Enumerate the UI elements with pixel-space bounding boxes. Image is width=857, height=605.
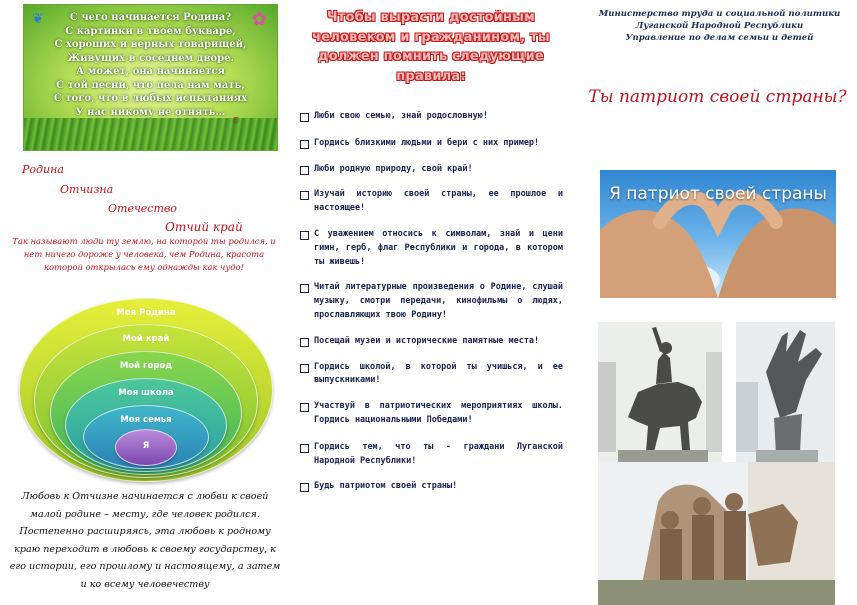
checkbox-bullet-icon (300, 113, 309, 122)
right-panel (578, 0, 857, 605)
ring-label: Моя семья (120, 415, 172, 425)
rule-item (300, 335, 563, 349)
homeland-word: Отчий край (165, 220, 243, 234)
homeland-rings-diagram (20, 298, 272, 480)
poem-line: С того, что в любых испытаниях (53, 93, 248, 104)
poem-line: С картинки в твоём букваре, (65, 25, 236, 37)
horseman-monument-photo (598, 322, 722, 482)
monument-illustration (598, 462, 835, 605)
love-of-homeland-text: Любовь к Отчизне начинается с любви к своей малой родине – месту, где человек родился. Постепенно расширяясь, эта любовь к родному краю переходит в любовь к своему государству, к его истории, его прошлому и настоящему, а затем и ко всему человечеству (9, 491, 281, 590)
rule-text: Изучай историю своей страны, ее прошлое и настоящее! (314, 189, 563, 214)
rule-text: Гордись тем, что ты - граждани Луганской Народной Республики! (314, 441, 563, 466)
rule-text: Будь патриотом своей страны! (314, 481, 458, 492)
poem-line: А может, она начинается (76, 66, 225, 77)
rules-title: Чтобы вырасти достойным человеком и гражданином, ты должен помнить следующие правила: (312, 10, 550, 84)
butterfly-icon: ✿ (251, 9, 267, 30)
rule-item (300, 400, 563, 428)
checkbox-bullet-icon (300, 166, 309, 175)
rule-item (300, 441, 563, 469)
left-panel (0, 0, 285, 605)
checkbox-bullet-icon (300, 444, 309, 453)
rule-text: Люби свою семью, знай родословную! (314, 111, 488, 121)
ministry-header (582, 8, 857, 44)
ring-label: Мой город (119, 361, 173, 371)
ministry-line: Луганской Народной Республики (635, 21, 804, 31)
poem-line: С чего начинается Родина? (69, 12, 232, 23)
rule-text: Читай литературные произведения о Родине, слушай музыку, смотри передачи, кинофильмы о людях, прославляющих твою Родину! (314, 282, 563, 320)
homeland-word: Родина (22, 163, 64, 176)
ring-label: Моя Родина (116, 308, 176, 318)
poem (24, 11, 277, 119)
rule-item (300, 163, 563, 177)
checkbox-bullet-icon (300, 191, 309, 200)
ring-label: Мой край (122, 334, 170, 344)
ring-label: Я (142, 441, 150, 451)
homeland-word: Отчизна (60, 183, 114, 196)
ministry-line: Управление по делам семьи и детей (625, 33, 814, 43)
grass-decoration (24, 118, 277, 150)
rule-text: Гордись близкими людьми и бери с них пример! (314, 137, 540, 148)
checkbox-bullet-icon (300, 403, 309, 412)
rule-text: С уважением относись к символам, знай и цени гимн, герб, флаг Республики и города, в котором ты живешь! (314, 228, 563, 267)
checkbox-bullet-icon (300, 231, 309, 240)
poem-illustration (23, 4, 278, 151)
middle-panel (290, 0, 572, 605)
rule-text: Участвуй в патриотических мероприятиях школы. Гордись национальными Победами! (314, 401, 563, 425)
ring-label: Моя школа (118, 388, 174, 398)
rule-item (300, 361, 563, 389)
heart-hands-photo (600, 170, 836, 298)
monument-illustration (736, 322, 835, 482)
poem-line: С хороших и верных товарищей, (54, 39, 247, 50)
homeland-description: Так называют люди ту землю, на которой ты родился, и нет ничего дороже у человека, чем Родина, красота которой открылась ему однажды как чудо! (12, 236, 276, 272)
rule-text: Посещай музеи и исторические памятные места! (314, 335, 540, 346)
rule-item (300, 228, 563, 269)
checkbox-bullet-icon (300, 483, 309, 492)
poem-line: С той песни, что пела нам мать, (56, 79, 245, 91)
rule-text: Люби родную природу, свой край! (314, 163, 473, 174)
birds-monument-photo (736, 322, 835, 482)
checkbox-bullet-icon (300, 284, 309, 293)
poem-line: У нас никому не отнять… (75, 106, 226, 118)
rule-item (300, 480, 563, 494)
rule-item (300, 281, 563, 322)
patriot-question: Ты патриот своей страны? (588, 87, 847, 107)
poem-line: Живущих в соседнем дворе. (67, 52, 234, 64)
checkbox-bullet-icon (300, 140, 309, 149)
rule-item (300, 188, 563, 216)
photo-caption: Я патриот своей страны (609, 184, 827, 204)
ring-self (115, 429, 177, 466)
rules-list (300, 110, 563, 494)
monument-illustration (598, 322, 722, 482)
checkbox-bullet-icon (300, 338, 309, 347)
rule-item (300, 110, 563, 124)
butterfly-icon: ❦ (32, 11, 44, 27)
checkbox-bullet-icon (300, 364, 309, 373)
rule-text: Гордись школой, в которой ты учишься, и ее выпускниками! (314, 361, 563, 386)
soldiers-monument-photo (598, 462, 835, 605)
ministry-line: Министерство труда и социальной политики (598, 9, 841, 19)
rule-item (300, 137, 563, 151)
homeland-word: Отечество (108, 202, 177, 215)
